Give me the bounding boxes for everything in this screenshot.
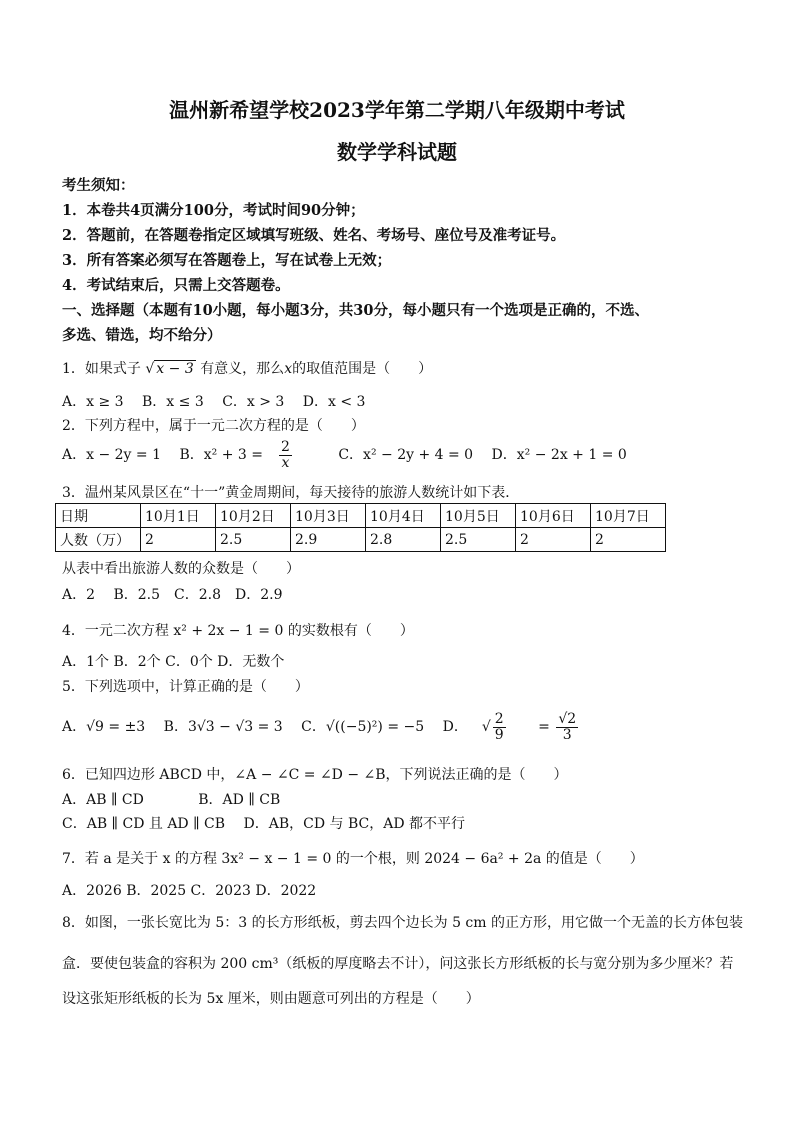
q5-option-d: D． √ $\frac{2}{9}$ = $\frac{√2}{3}$ — [443, 719, 607, 735]
table-cell: 10月6日 — [516, 504, 591, 528]
table-cell: 2.9 — [291, 528, 366, 552]
question-8: 8．如图，一张长宽比为 5：3 的长方形纸板，剪去四个边长为 5 cm 的正方形，用它做一个无盖的长方体包装 — [62, 915, 743, 931]
q6-option-d: D．AB，CD 与 BC，AD 都不平行 — [243, 816, 465, 832]
q2-option-a: A．x − 2y = 1 — [62, 447, 161, 464]
table-cell: 日期 — [56, 504, 141, 528]
q2-option-d: D．x² − 2x + 1 = 0 — [491, 447, 627, 464]
question-4: 4．一元二次方程 x² + 2x − 1 = 0 的实数根有（ ） — [62, 623, 414, 639]
q6-option-c: C．AB ∥ CD 且 AD ∥ CB — [62, 816, 226, 832]
q6-options-row1 — [62, 789, 294, 809]
table-cell: 2 — [141, 528, 216, 552]
exam-title: 温州新希望学校2023学年第二学期八年级期中考试 — [169, 98, 625, 122]
table-cell: 2 — [516, 528, 591, 552]
table-row — [56, 504, 666, 528]
q6-option-a: A．AB ∥ CD — [62, 792, 144, 808]
q1-option-c: C．x > 3 — [222, 394, 285, 410]
q5-option-c: C．√((−5)²) = −5 — [301, 719, 425, 736]
q6-options-row2 — [62, 813, 479, 833]
tourist-table — [55, 503, 666, 552]
q1-option-b: B．x ≤ 3 — [142, 394, 204, 410]
table-cell: 10月7日 — [591, 504, 666, 528]
sqrt-sign: √ — [145, 361, 155, 377]
table-cell: 人数（万） — [56, 528, 141, 552]
q4-options: A．1个 B．2个 C．0个 D．无数个 — [62, 654, 285, 670]
notice-heading: 考生须知： — [62, 177, 135, 194]
table-cell: 10月1日 — [141, 504, 216, 528]
table-cell: 2.5 — [216, 528, 291, 552]
q1-radicand: x − 3 — [156, 361, 194, 377]
question-7: 7．若 a 是关于 x 的方程 3x² − x − 1 = 0 的一个根，则 2024 − 6a² + 2a 的值是（ ） — [62, 851, 644, 867]
table-cell: 2.8 — [366, 528, 441, 552]
q1-post: 有意义，那么 — [200, 361, 285, 377]
question-6: 6．已知四边形 ABCD 中，∠A − ∠C = ∠D − ∠B，下列说法正确的是（ ） — [62, 767, 568, 783]
q3-question: 从表中看出旅游人数的众数是（ ） — [62, 561, 300, 577]
fraction: $\frac{2}{9}$ — [494, 711, 504, 743]
section-heading: 一、选择题（本题有10小题，每小题3分，共30分，每小题只有一个选项是正确的，不选、 — [62, 302, 649, 319]
question-3: 3．温州某风景区在“十一”黄金周期间，每天接待的旅游人数统计如下表． — [62, 485, 520, 501]
q1-option-d: D．x < 3 — [302, 394, 366, 410]
question-8-cont: 盒．要使包装盒的容积为 200 cm³（纸板的厚度略去不计），问这张长方形纸板的长与宽分别为多少厘米？若 — [62, 956, 734, 972]
q5-option-a: A．√9 = ±3 — [62, 719, 146, 736]
q2-options — [62, 440, 641, 470]
question-1 — [62, 358, 432, 378]
q1-post2: 的取值范围是（ ） — [292, 361, 433, 377]
table-cell: 2 — [591, 528, 666, 552]
table-cell: 10月3日 — [291, 504, 366, 528]
q5-option-b: B．3√3 − √3 = 3 — [163, 719, 283, 736]
q1-var: x — [284, 361, 293, 377]
q1-options — [62, 391, 379, 411]
notice-item: 3．所有答案必须写在答题卷上，写在试卷上无效； — [62, 252, 392, 269]
q6-option-b: B．AD ∥ CB — [198, 792, 281, 808]
q2-option-c: C．x² − 2y + 4 = 0 — [338, 447, 474, 464]
q3-options: A．2 B．2.5 C．2.8 D．2.9 — [62, 587, 283, 603]
q2-option-b: B．x² + 3 = $\frac{2}{x}$ — [179, 447, 319, 463]
table-cell: 10月5日 — [441, 504, 516, 528]
question-8-cont: 设这张矩形纸板的长为 5x 厘米，则由题意可列出的方程是（ ） — [62, 991, 480, 1007]
table-cell: 10月2日 — [216, 504, 291, 528]
question-5: 5．下列选项中，计算正确的是（ ） — [62, 679, 309, 695]
q5-options — [62, 712, 620, 742]
table-cell: 10月4日 — [366, 504, 441, 528]
q7-options: A．2026 B．2025 C．2023 D．2022 — [62, 883, 317, 899]
q1-pre: 1．如果式子 — [62, 361, 141, 377]
notice-item: 2．答题前，在答题卷指定区域填写班级、姓名、考场号、座位号及准考证号。 — [62, 227, 566, 244]
fraction: $\frac{2}{x}$ — [280, 439, 290, 471]
table-cell: 2.5 — [441, 528, 516, 552]
notice-item: 4．考试结束后，只需上交答题卷。 — [62, 277, 290, 294]
question-2: 2．下列方程中，属于一元二次方程的是（ ） — [62, 418, 365, 434]
fraction: $\frac{√2}{3}$ — [558, 711, 577, 743]
exam-subtitle: 数学学科试题 — [337, 140, 457, 164]
notice-item: 1．本卷共4页满分100分，考试时间90分钟； — [62, 202, 365, 219]
table-row — [56, 528, 666, 552]
q1-option-a: A．x ≥ 3 — [62, 394, 124, 410]
section-heading-cont: 多选、错选，均不给分） — [62, 327, 222, 344]
